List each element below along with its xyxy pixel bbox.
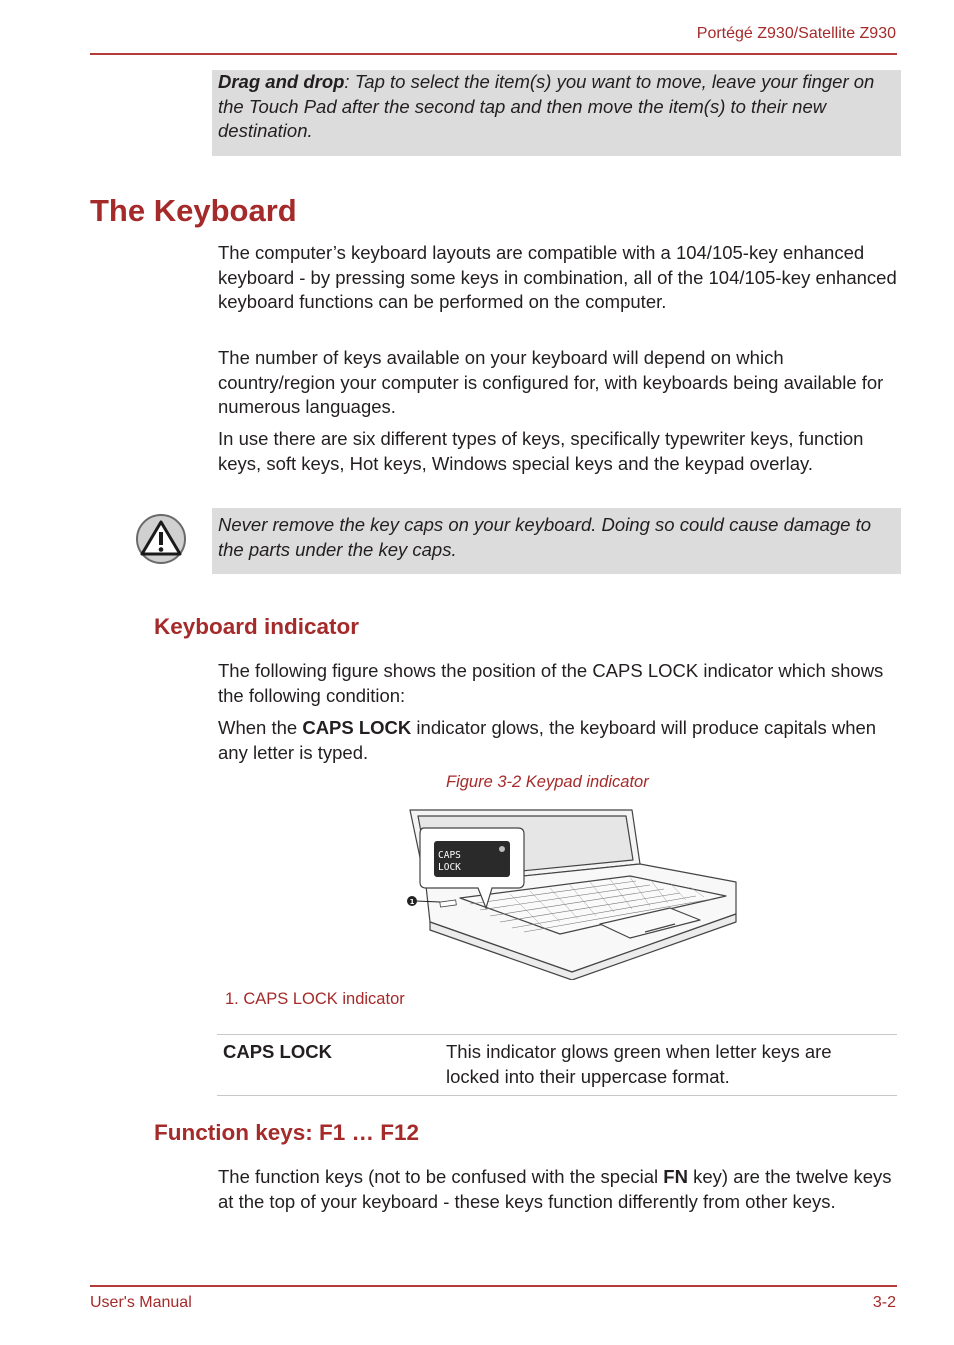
indicator-table: [217, 1034, 897, 1096]
page-number: 3-2: [872, 1294, 896, 1311]
note-text: : Tap to select the item(s) you want to move, leave your finger on the Touch Pad after the second tap and then move the item(s) to their new destination.: [218, 71, 875, 141]
callout-number: 1: [409, 898, 415, 906]
caps-lock-before: When the: [218, 717, 303, 738]
page-title: The Keyboard: [90, 193, 297, 228]
fn-before: The function keys (not to be confused with the special: [218, 1166, 664, 1187]
caps-label-line1: CAPS: [438, 850, 461, 861]
header-rule: [90, 53, 897, 55]
paragraph-compatibility: The computer’s keyboard layouts are compatible with a 104/105-key enhanced keyboard - by pressing some keys in combination, all of the 104/105-key enhanced keyboard functions can be performed on the computer.: [218, 242, 897, 312]
figure-legend: 1. CAPS LOCK indicator: [225, 990, 405, 1008]
fn-bold: FN: [663, 1166, 688, 1187]
warning-icon: [135, 513, 187, 565]
paragraph-function-keys: [218, 1165, 898, 1214]
note-term: Drag and drop: [218, 71, 345, 92]
paragraph-key-types: In use there are six different types of keys, specifically typewriter keys, function keys, soft keys, Hot keys, Windows special keys and the keypad overlay.: [218, 428, 864, 474]
caps-lock-after: indicator glows, the keyboard will produce capitals when any letter is typed.: [218, 717, 877, 763]
laptop-figure: [400, 804, 740, 980]
footer-rule: [90, 1285, 897, 1287]
paragraph-key-count: The number of keys available on your keyboard will depend on which country/region your computer is configured for, with keyboards being available for numerous languages.: [218, 347, 884, 417]
paragraph-caps-lock: [218, 716, 898, 765]
footer-manual-name: User's Manual: [90, 1294, 192, 1311]
drag-and-drop-note: [212, 70, 901, 156]
subsection-function-keys: Function keys: F1 … F12: [154, 1120, 420, 1145]
table-description: This indicator glows green when letter keys are locked into their uppercase format.: [446, 1041, 832, 1087]
caps-label-line2: LOCK: [438, 862, 461, 873]
paragraph-indicator-intro: The following figure shows the position of the CAPS LOCK indicator which shows the following condition:: [218, 660, 884, 706]
warning-note: Never remove the key caps on your keyboard. Doing so could cause damage to the parts under the key caps.: [212, 508, 901, 574]
caps-lock-bold: CAPS LOCK: [302, 717, 412, 738]
table-term: CAPS LOCK: [223, 1041, 332, 1062]
figure-caption: Figure 3-2 Keypad indicator: [446, 773, 649, 791]
running-header: Portégé Z930/Satellite Z930: [696, 25, 896, 42]
fn-after: key) are the twelve keys at the top of your keyboard - these keys function differently from other keys.: [218, 1166, 892, 1212]
subsection-keyboard-indicator: Keyboard indicator: [154, 614, 360, 639]
